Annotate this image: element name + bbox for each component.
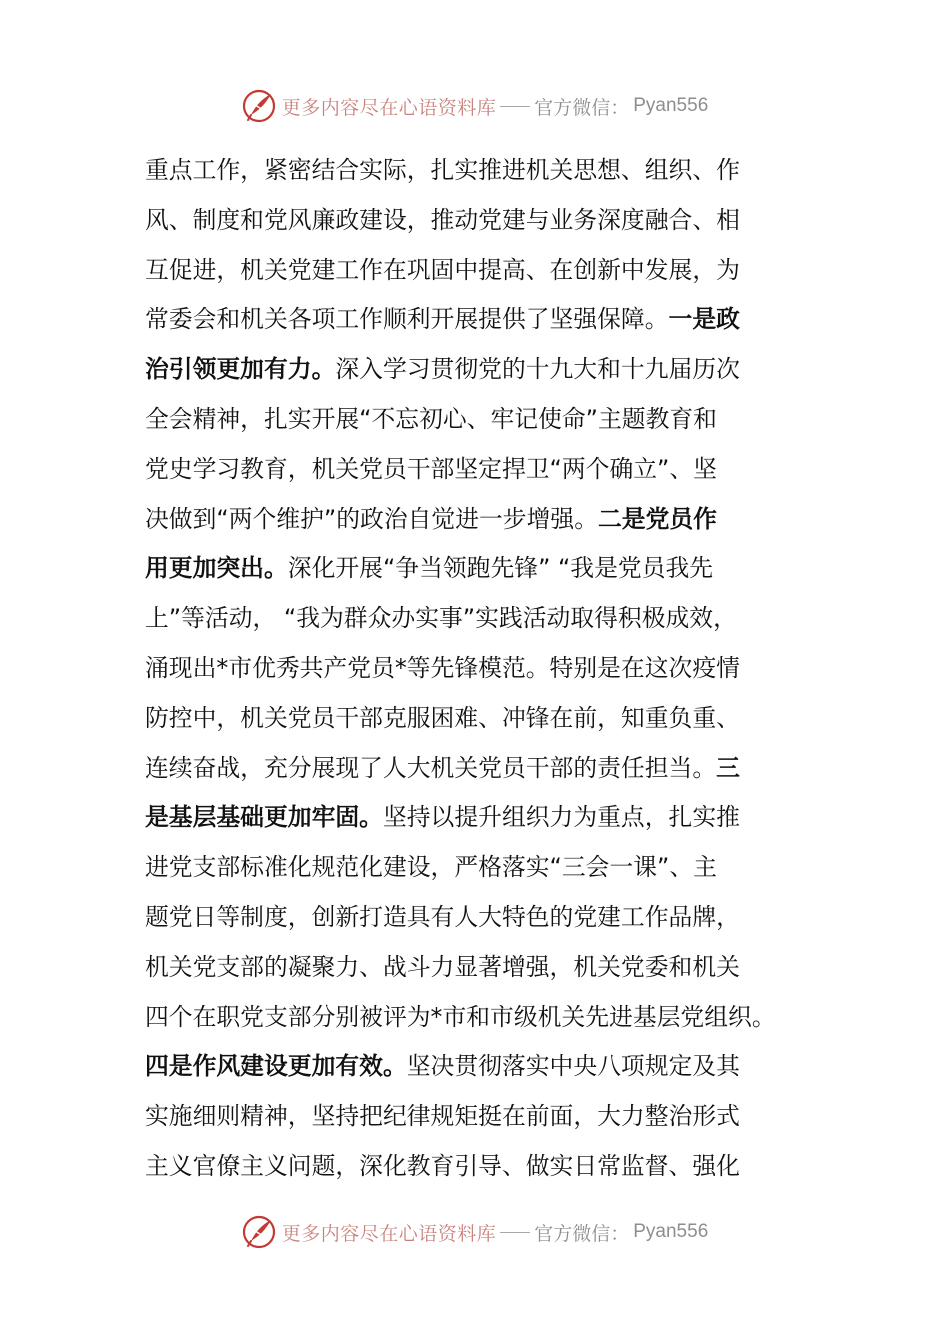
quill-logo-icon	[242, 1215, 276, 1249]
text-run: 机关党支部的凝聚力、战斗力显著增强，机关党委和机关	[145, 952, 740, 981]
text-line	[145, 445, 815, 495]
bold-heading-phrase: 用更加突出。	[145, 554, 288, 583]
text-line	[145, 295, 815, 345]
header-banner	[0, 86, 950, 126]
text-run: 重点工作，紧密结合实际，扎实推进机关思想、组织、作	[145, 156, 740, 184]
text-run: 防控中，机关党员干部克服困难、冲锋在前，知重负重、	[145, 703, 740, 732]
text-run: 题党日等制度，创新打造具有人大特色的党建工作品牌，	[145, 902, 740, 931]
banner-wechat-label: 官方微信：	[534, 1222, 630, 1245]
text-line	[145, 744, 815, 794]
text-run: 常委会和机关各项工作顺利开展提供了坚强保障。	[145, 305, 669, 334]
banner-wechat-label: 官方微信：	[534, 96, 630, 119]
quill-logo-icon	[242, 89, 276, 123]
text-run: 互促进，机关党建工作在巩固中提高、在创新中发展，为	[145, 255, 740, 284]
text-line	[145, 395, 815, 445]
banner-dash-divider	[500, 106, 530, 107]
banner-dash-divider	[500, 1232, 530, 1233]
banner-wechat-id: Pyan556	[633, 95, 709, 116]
text-line	[145, 1042, 815, 1092]
text-run: 党史学习教育，机关党员干部坚定捍卫“两个确立”、坚	[145, 454, 717, 483]
text-line	[145, 544, 815, 594]
text-run: 坚持以提升组织力为重点，扎实推	[382, 803, 740, 832]
bold-heading-phrase: 是基层基础更加牢固。	[145, 803, 383, 832]
text-run: 深入学习贯彻党的十九大和十九届历次	[335, 355, 740, 384]
text-line	[145, 993, 815, 1043]
text-line	[145, 246, 815, 296]
text-line	[145, 943, 815, 993]
text-run: 连续奋战，充分展现了人大机关党员干部的责任担当。	[145, 753, 717, 782]
text-line	[145, 196, 815, 246]
bold-heading-phrase: 一是政	[668, 305, 740, 334]
text-line	[145, 694, 815, 744]
text-run: 进党支部标准化规范化建设，严格落实“三会一课”、主	[145, 853, 717, 882]
text-run: 四个在职党支部分别被评为*市和市级机关先进基层党组织。	[145, 1002, 776, 1031]
text-run: 深化开展“争当领跑先锋” “我是党员我先	[287, 554, 714, 583]
footer-banner	[0, 1212, 950, 1252]
bold-heading-phrase: 二是党员作	[598, 504, 717, 533]
bold-heading-phrase: 四是作风建设更加有效。	[145, 1052, 407, 1081]
bold-heading-phrase: 三	[716, 753, 740, 782]
banner-slogan: 更多内容尽在心语资料库	[281, 1222, 497, 1245]
text-line	[145, 1092, 815, 1142]
text-line	[145, 793, 815, 843]
text-line	[145, 345, 815, 395]
document-body	[145, 146, 815, 1192]
text-run: 风、制度和党风廉政建设，推动党建与业务深度融合、相	[145, 205, 740, 234]
bold-heading-phrase: 治引领更加有力。	[145, 355, 336, 384]
text-line	[145, 843, 815, 893]
text-run: 涌现出*市优秀共产党员*等先锋模范。特别是在这次疫情	[145, 653, 740, 682]
text-run: 实施细则精神，坚持把纪律规矩挺在前面，大力整治形式	[145, 1102, 740, 1131]
text-run: 上”等活动， “我为群众办实事”实践活动取得积极成效，	[145, 604, 737, 633]
text-run: 主义官僚主义问题，深化教育引导、做实日常监督、强化	[145, 1151, 740, 1180]
text-line	[145, 146, 815, 196]
text-run: 决做到“两个维护”的政治自觉进一步增强。	[145, 504, 598, 533]
text-line	[145, 644, 815, 694]
text-line	[145, 495, 815, 545]
banner-slogan: 更多内容尽在心语资料库	[281, 96, 497, 119]
text-run: 坚决贯彻落实中央八项规定及其	[406, 1052, 740, 1081]
text-line	[145, 893, 815, 943]
banner-wechat-id: Pyan556	[633, 1221, 709, 1242]
text-line	[145, 1142, 815, 1192]
text-run: 全会精神，扎实开展“不忘初心、牢记使命”主题教育和	[145, 404, 717, 433]
text-line	[145, 594, 815, 644]
